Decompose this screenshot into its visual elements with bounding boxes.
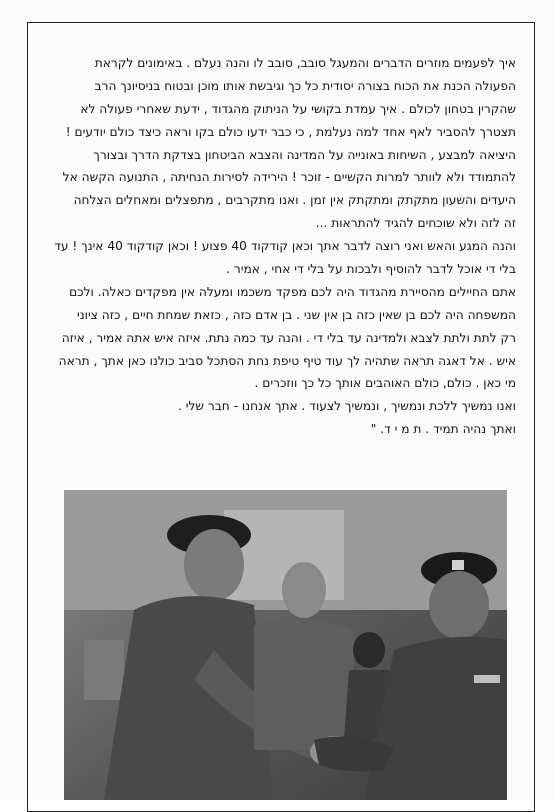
text-line: והנה המגע והאש ואני רוצה לדבר אתך וכאן קודקוד 40 פצוע ! וכאן קודקוד 40 אינך ! עד [54, 239, 516, 254]
soldiers-photo [64, 490, 507, 800]
memorial-text [48, 52, 516, 441]
text-line: ואנו נמשיך ללכת ונמשיך , ונמשיך לצעוד . אתך אנחנו - חבר שלי . [177, 399, 516, 414]
text-line: המשפחה היה לכם בן שאין כזה בן אין שני . בן אדם כזה , כזאת שמחת חיים , כזה ציוני [77, 307, 516, 322]
text-line: בלי די אוכל לדבר להוסיף ולבכות על בלי די אחי , אמיר . [226, 262, 516, 277]
text-line: זה לזה ולא שוכחים להגיד להתראות ... [315, 216, 516, 231]
text-line: רק לתת ולתת לצבא ולמדינה עד בלי די . והנה עד כמה נתת. איזה איש אתה אמיר , איזה [61, 330, 516, 345]
text-line: איך לפעמים מוזרים הדברים והמעגל סובב, סובב לו והנה נעלם . באימונים לקראת [94, 56, 516, 70]
text-line: מי כאן . כולם, כולם האוהבים אותך כל כך ווזכרים . [254, 376, 516, 391]
text-line: היעדים והשעון מתקתק ומתקתק אין זמן . ואנו מתקרבים , מתפצלים ומאחלים הצלחה [73, 193, 516, 208]
text-line: להתמודד ולא לוותר למרות הקשיים - זוכר ! הירידה לסירות הנחיתה , התנועה הקשה אל [62, 170, 516, 185]
text-line: שהקרין בטחון לכולם . איך עמדת בקושי על הניתוק מהגדוד , ידעת שאחרי פעולה לא [80, 101, 516, 116]
text-line: אתם החיילים מהסיירת מהגדוד היה לכם מפקד משכמו ומעלה אין מפקדים כאלה. ולכם [69, 284, 516, 299]
photo-illustration [64, 490, 507, 800]
text-line: היציאה למבצע , השיחות באונייה על המדינה והצבא הביטחון בצדקת הדרך ובצורך [93, 147, 516, 162]
text-line: תצטרך להסביר לאף אחד למה נעלמת , כי כבר ידעו כולם בקו וראה כיצד כולם יודעים ! [65, 124, 516, 139]
text-line: הפעולה הכנת את הכוח בצורה יסודית כל כך וגיבשת אותו מוכן ובטוח בניסיונך הרב [94, 78, 516, 93]
text-line: ואתך נהיה תמיד . ת מ י ד. " [370, 422, 516, 437]
text-line: איש . אל דאגה תראה שתהיה לך עוד טיף טיפת נחת הסתכל סביב כולנו כאן אתך , תראה [58, 353, 516, 368]
